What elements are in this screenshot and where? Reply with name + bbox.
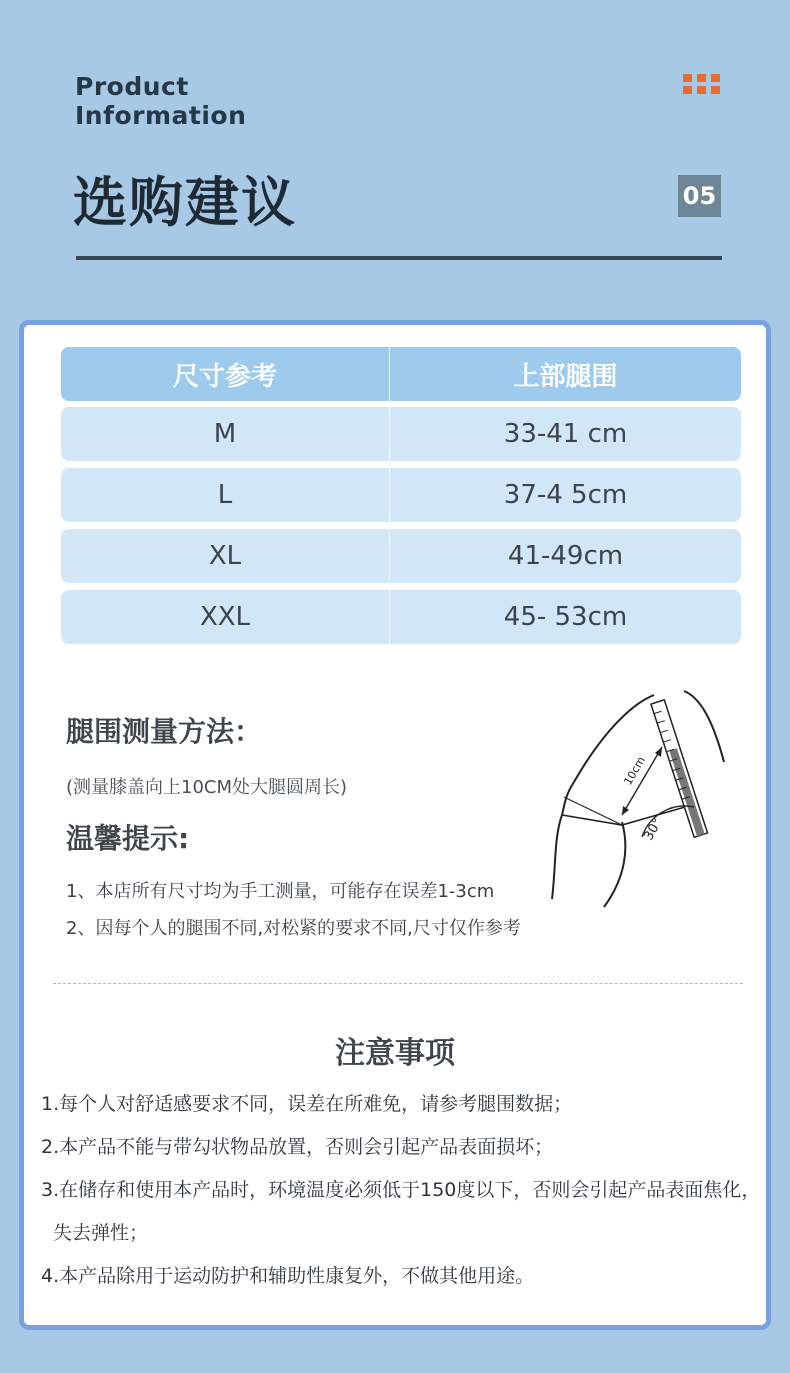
size-cell: XL: [61, 529, 390, 583]
note-line: 2.本产品不能与带勾状物品放置，否则会引起产品表面损坏；: [41, 1136, 554, 1158]
note-line: 3.在储存和使用本产品时，环境温度必须低于150度以下，否则会引起产品表面焦化，: [41, 1179, 761, 1201]
size-cell: L: [61, 468, 390, 522]
size-cell: M: [61, 407, 390, 461]
diagram-angle-label: 30°: [641, 815, 666, 844]
size-table-header: [61, 347, 741, 401]
decorative-dots-icon: [683, 74, 721, 94]
thigh-cell: 33-41 cm: [503, 419, 628, 449]
note-line: 4.本产品除用于运动防护和辅助性康复外，不做其他用途。: [41, 1265, 535, 1287]
tip-line: 2、因每个人的腿围不同,对松紧的要求不同,尺寸仅作参考: [66, 918, 521, 939]
table-row: [61, 407, 741, 461]
content-card: [19, 320, 771, 1330]
table-row: [61, 590, 741, 644]
header-en-line1: Product: [75, 72, 189, 101]
section-divider: [53, 983, 743, 984]
thigh-cell: 41-49cm: [507, 541, 624, 571]
notes-title: 注意事项: [335, 1036, 455, 1071]
tip-line: 1、本店所有尺寸均为手工测量，可能存在误差1-3cm: [66, 881, 495, 902]
section-number-badge: 05: [678, 175, 721, 217]
tips-title: 温馨提示:: [66, 822, 190, 855]
thigh-header: 上部腿围: [513, 361, 618, 392]
page-title: 选购建议: [73, 171, 297, 234]
size-cell: XXL: [61, 590, 390, 644]
size-header: 尺寸参考: [61, 347, 390, 401]
measure-method-title: 腿围测量方法：: [66, 715, 263, 748]
diagram-distance-label: 10cm: [621, 754, 648, 788]
table-row: [61, 468, 741, 522]
header-en-line2: Information: [75, 101, 247, 130]
note-line: 1.每个人对舒适感要求不同，误差在所难免，请参考腿围数据；: [41, 1093, 573, 1115]
title-divider: [76, 256, 722, 260]
size-table: [61, 347, 741, 651]
product-information-heading: [75, 72, 246, 130]
thigh-cell: 37-4 5cm: [503, 480, 628, 510]
note-line: 失去弹性；: [53, 1222, 149, 1244]
measure-method-subtitle: (测量膝盖向上10CM处大腿圆周长): [66, 777, 348, 798]
table-row: [61, 529, 741, 583]
knee-measurement-diagram-icon: [534, 687, 744, 915]
thigh-cell: 45- 53cm: [503, 602, 628, 632]
